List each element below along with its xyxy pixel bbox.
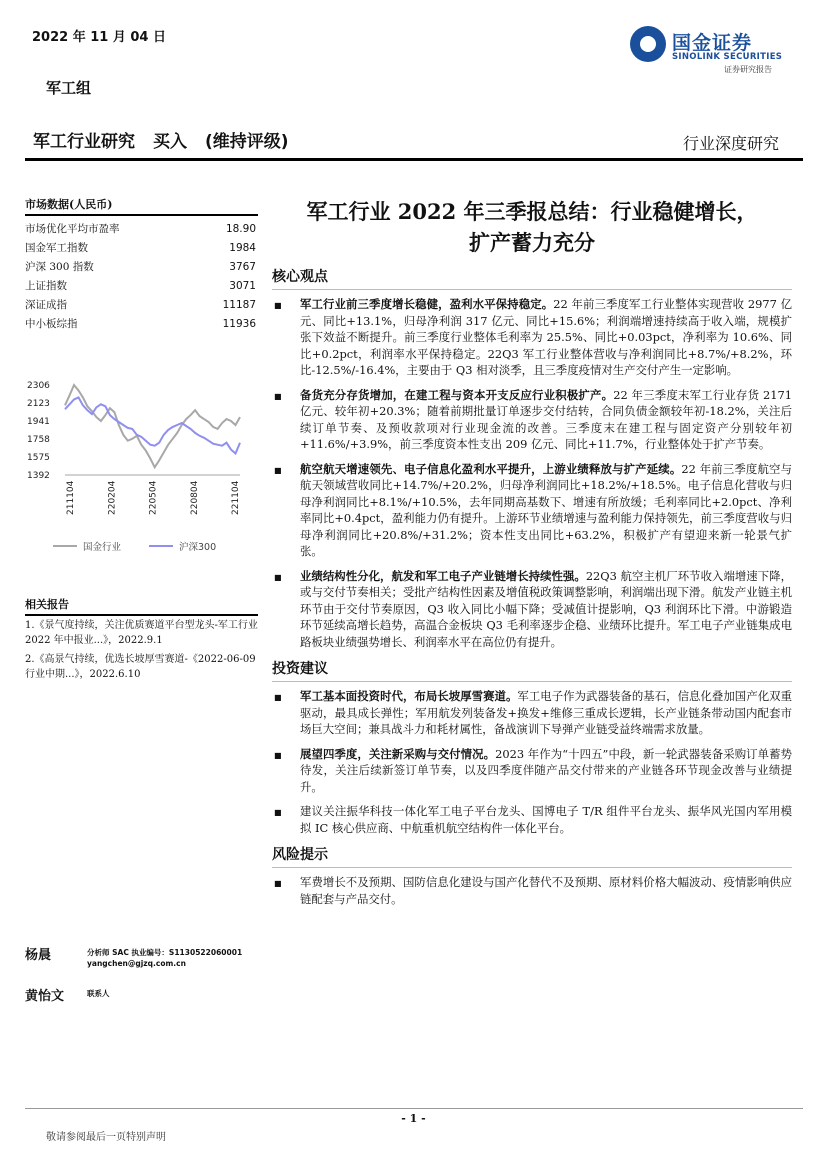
market-rows [25, 219, 258, 333]
market-value: 18.90 [225, 222, 256, 235]
logo-sub: 证券研究报告 [724, 65, 772, 74]
bullet-item [272, 746, 792, 796]
market-title: 市场数据(人民币) [25, 196, 258, 216]
analyst-email: yangchen@gjzq.com.cn [87, 959, 186, 968]
market-label: 上证指数 [25, 280, 67, 292]
bullet-lead: 军工行业前三季度增长稳健，盈利水平保持稳定。 [300, 297, 554, 311]
bullet-icon: ■ [274, 750, 282, 760]
bullet-item [272, 803, 792, 836]
bullet-body: 军工电子作为武器装备的基石，信息化叠加国产化双重驱动，最具成长弹性；军用航发列装备发+换发+维修三重成长逻辑，长产业链条带动国内配套市场巨大空间；兼具战斗力和耗材属性，备战演训下导弹产业链受益终端需求放量。 [300, 689, 792, 736]
bullet-lead: 展望四季度，关注新采购与交付情况。 [300, 746, 496, 761]
bullet-body: 22 年前三季度航空与航天领域营收同比+14.7%/+20.2%，归母净利润同比+18.2%/+18.5%。电子信息化营收与归母净利润同比+8.1%/+10.5%，去年同期高基数下、增速有所放缓；毛利率同比+2.0pct、净利率同比+0.4pct，盈利能力仍有提升。上游环节业绩增速与盈利能力保持领先，前三季度营收与归母净利润同比+20.8%/+31.2%；资本性支出同比+63.2%，积极扩产有望迎来新一轮景气扩张。 [300, 461, 792, 558]
bullet-body: 2023 年作为“十四五”中段，新一轮武器装备采购订单蓄势待发，关注后续新签订单节奏，以及四季度伴随产品交付带来的产业链各环节现金改善与业绩提升。 [300, 746, 792, 794]
market-label: 市场优化平均市盈率 [25, 223, 120, 235]
bullet-icon: ■ [274, 465, 282, 475]
series-line-1 [65, 397, 240, 453]
main-content [272, 196, 792, 915]
footer-divider [25, 1108, 803, 1109]
market-value: 1984 [229, 241, 256, 254]
bullet-lead: 航空航天增速领先、电子信息化盈利水平提升，上游业绩释放与扩产延续。 [300, 461, 682, 476]
bullet-item [272, 461, 792, 560]
market-value: 3767 [229, 260, 256, 273]
bullet-text [300, 874, 792, 907]
analyst-name: 黄怡文 [25, 989, 65, 1004]
market-label: 深证成指 [25, 299, 67, 311]
bullet-text [300, 803, 792, 836]
bullet-body: 22 年前三季度军工行业整体实现营收 2977 亿元、同比+13.1%，归母净利润 317 亿元、同比+15.6%；利润端增速持续高于收入端，规模扩张下效益不断提升。前三季度行业整体毛利率为 25.5%、同比+0.03pct，净利率为 10.6%、同比+0.2pct，利润率水平保持稳定。22Q3 军工行业整体营收与净利润同比+8.7%/+8.2%，环比-12.5%/-16.4%，主要由于 Q3 相对淡季，且三季度疫情对生产交付产生一定影响。 [300, 297, 792, 377]
x-tick-label: 220804 [189, 480, 200, 515]
bullet-icon: ■ [274, 572, 282, 582]
analyst-info-1: 联系人 [87, 989, 110, 998]
headline [33, 127, 307, 152]
bullet-text [300, 688, 792, 738]
x-tick-label: 211104 [66, 480, 76, 515]
analyst-name: 杨晨 [25, 948, 52, 963]
series-line-0 [65, 385, 240, 467]
bullet-icon: ■ [274, 879, 282, 888]
market-label: 沪深 300 指数 [25, 261, 94, 273]
y-tick-label: 1758 [27, 434, 50, 445]
bullet-body: 建议关注振华科技一体化军工电子平台龙头、国博电子 T/R 组件平台龙头、振华风光国内军用模拟 IC 核心供应商、中航重机航空结构件一体化平台。 [300, 804, 792, 835]
disclaimer: 敬请参阅最后一页特别声明 [46, 1132, 166, 1143]
y-tick-label: 2123 [27, 399, 50, 410]
bullet-text [300, 296, 792, 379]
bullet-text [300, 568, 792, 651]
industry-label: 军工行业研究 [33, 132, 135, 152]
bullet-body: 军费增长不及预期、国防信息化建设与国产化替代不及预期、原材料价格大幅波动、疫情影响供应链配套与产品交付。 [300, 875, 792, 906]
market-label: 中小板综指 [25, 318, 78, 330]
bullet-body: 22 年三季度末军工行业存货 2171 亿元、较年初+20.3%；随着前期批量订单逐步交付结转，合同负债金额较年初-18.2%，关注后续订单节奏、及预收款项对行业现金流的改善。三季度末在建工程与固定资产分别较年初+11.6%/+3.9%，前三季度资本性支出 209 亿元、同比+11.7%，行业整体处于扩产节奏。 [300, 387, 792, 451]
y-tick-label: 1941 [27, 416, 50, 427]
logo-cn: 国金证券 [672, 32, 753, 54]
section-heading: 核心观点 [272, 266, 792, 290]
analyst-info [87, 985, 110, 999]
market-row [25, 295, 258, 314]
related-item: 2.《高景气持续，优选长坡厚雪赛道-《2022-06-09 行业中期...》，2022.6.10 [25, 654, 256, 680]
bullet-lead: 备货充分存货增加，在建工程与资本开支反应行业积极扩产。 [300, 387, 614, 402]
market-row [25, 314, 258, 333]
x-tick-label: 220504 [148, 480, 159, 515]
bullet-text [300, 746, 792, 796]
bullet-text [300, 387, 792, 453]
bullet-icon: ■ [274, 808, 282, 817]
bullet-item [272, 568, 792, 651]
market-row [25, 276, 258, 295]
market-data [25, 196, 258, 333]
report-title: 军工行业 2022 年三季报总结：行业稳健增长，扩产蓄力充分 [306, 199, 758, 255]
bullet-body: 22Q3 航空主机厂环节收入端增速下降，或与交付节奏相关；受批产结构性因素及增值税政策调整影响，利润端出现下滑。航发产业链主机环节由于交付节奏原因，Q3 收入同比小幅下降；受减值计提影响，Q3 利润环比下滑。中游锻造环节延续高增长趋势，高温合金板块 Q3 毛利率逐步企稳、业绩环比提升。军工电子产业链集成电路板块业绩强势增长、利润率水平在高位仍有提升。 [300, 568, 792, 649]
legend-label: 沪深300 [179, 542, 217, 553]
bullet-icon: ■ [274, 391, 282, 401]
bullet-lead: 军工基本面投资时代，布局长坡厚雪赛道。 [300, 689, 518, 703]
legend-label: 国金行业 [83, 542, 122, 553]
group-label: 军工组 [46, 79, 92, 97]
market-label: 国金军工指数 [25, 242, 88, 254]
report-type: 行业深度研究 [682, 134, 779, 153]
logo-en: SINOLINK SECURITIES [672, 52, 783, 62]
related-list [25, 618, 265, 686]
bullet-lead: 业绩结构性分化，航发和军工电子产业链增长持续性强。 [300, 568, 586, 583]
market-value: 11187 [222, 298, 256, 311]
analyst [25, 944, 265, 969]
analyst-block [25, 944, 265, 1020]
x-tick-label: 220204 [107, 480, 118, 515]
bullet-icon: ■ [274, 301, 282, 310]
y-tick-label: 1392 [27, 471, 50, 481]
section-heading: 投资建议 [272, 658, 792, 682]
rating-label: 买入 [153, 132, 187, 152]
header-divider [25, 158, 803, 161]
bullet-item [272, 874, 792, 907]
analyst-info [87, 944, 242, 969]
bullet-item [272, 387, 792, 453]
market-value: 3071 [229, 279, 256, 292]
logo-icon [630, 26, 666, 62]
x-tick-label: 221104 [231, 480, 241, 515]
market-row [25, 238, 258, 257]
page-number: - 1 - [401, 1112, 426, 1125]
y-tick-label: 1575 [27, 452, 50, 463]
section-heading: 风险提示 [272, 844, 792, 868]
market-row [25, 219, 258, 238]
bullet-item [272, 296, 792, 379]
bullet-icon: ■ [274, 693, 282, 702]
analyst [25, 985, 265, 1004]
related-title: 相关报告 [25, 596, 258, 616]
company-logo [630, 26, 800, 81]
bullet-item [272, 688, 792, 738]
related-item: 1.《景气度持续，关注优质赛道平台型龙头-军工行业 2022 年中报业...》，2022.9.1 [25, 620, 258, 646]
bullet-text [300, 461, 792, 560]
sections [272, 266, 792, 907]
rating-note: (维持评级) [205, 132, 289, 152]
market-row [25, 257, 258, 276]
report-date: 2022 年 11 月 04 日 [32, 30, 166, 45]
market-value: 11936 [222, 317, 256, 330]
index-chart [25, 355, 258, 565]
analyst-info-1: 分析师 SAC 执业编号：S1130522060001 [87, 948, 243, 957]
y-tick-label: 2306 [27, 381, 50, 391]
